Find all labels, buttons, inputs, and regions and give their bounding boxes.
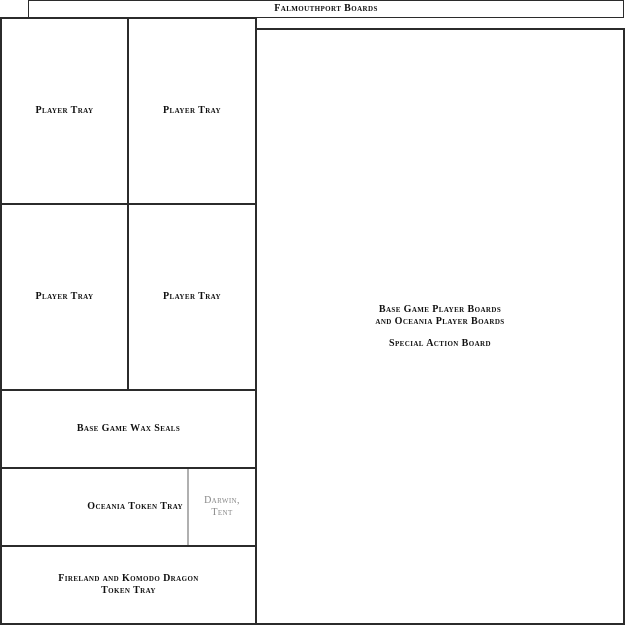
oceania-row xyxy=(0,467,257,547)
player-tray-1 xyxy=(0,17,129,205)
player-tray-label: Player Tray xyxy=(35,105,94,116)
oceania-token-tray xyxy=(2,469,187,545)
fireland-label-line2: Token Tray xyxy=(101,585,156,596)
darwin-label: Darwin, xyxy=(204,495,240,506)
player-tray-3 xyxy=(0,203,129,391)
falmouthport-boards-section xyxy=(28,0,624,18)
oceania-token-tray-label: Oceania Token Tray xyxy=(87,501,183,512)
player-tray-4 xyxy=(127,203,257,391)
fireland-komodo-token-tray xyxy=(0,545,257,625)
player-tray-label: Player Tray xyxy=(163,291,221,302)
tent-label: Tent xyxy=(211,507,233,518)
base-game-player-boards-label: Base Game Player Boards xyxy=(378,303,502,315)
wax-seals-label: Base Game Wax Seals xyxy=(76,423,181,434)
fireland-label-line1: Fireland and Komodo Dragon xyxy=(58,573,199,584)
player-tray-label: Player Tray xyxy=(35,291,94,302)
player-boards-section xyxy=(255,28,625,625)
base-game-wax-seals xyxy=(0,389,257,469)
player-tray-label: Player Tray xyxy=(163,105,221,116)
player-tray-2 xyxy=(127,17,257,205)
oceania-player-boards-label: and Oceania Player Boards xyxy=(375,315,505,327)
special-action-board-label: Special Action Board xyxy=(389,337,491,349)
falmouthport-boards-label: Falmouthport Boards xyxy=(274,3,378,14)
darwin-tent-slot xyxy=(189,469,255,545)
